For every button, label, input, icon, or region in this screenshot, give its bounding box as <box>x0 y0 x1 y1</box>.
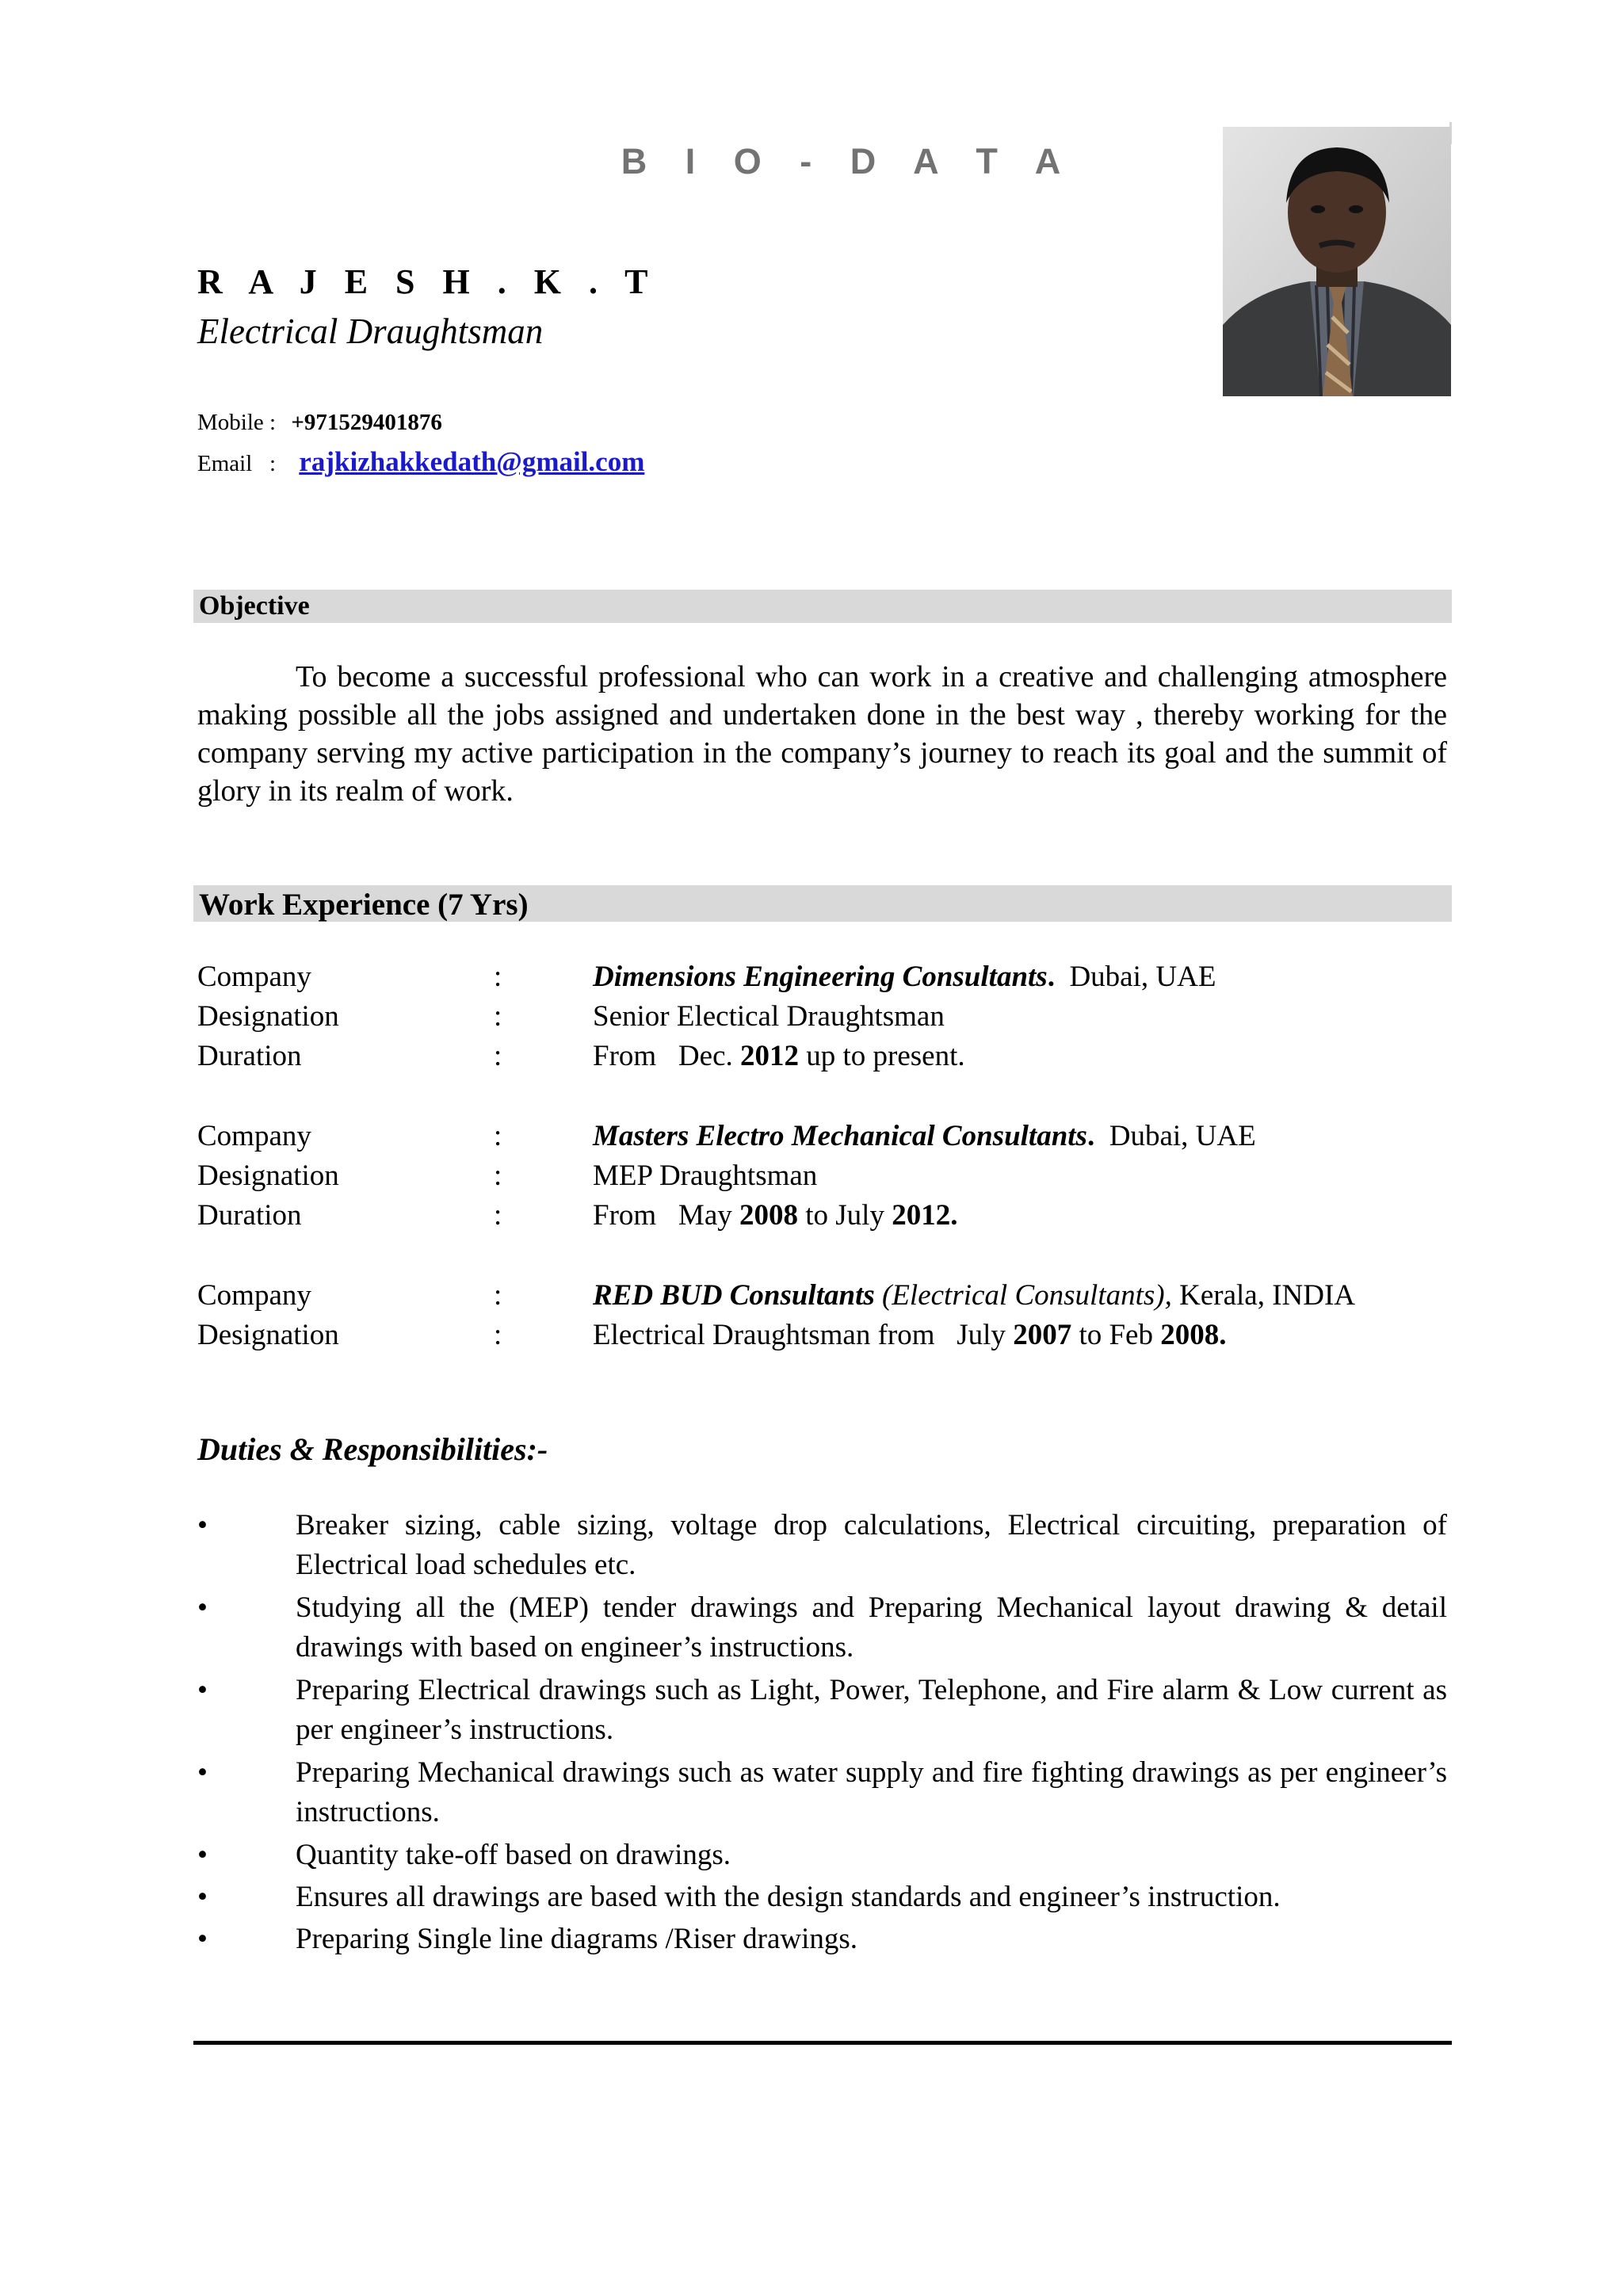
colon: : <box>494 1159 502 1192</box>
mobile-value: +971529401876 <box>291 410 442 435</box>
job-1-duration: From Dec. 2012 up to present. <box>593 1040 965 1072</box>
duty-text: Preparing Mechanical drawings such as water supply and fire fighting drawings as per engineer’s instructions. <box>296 1756 1447 1828</box>
candidate-name: R A J E S H . K . T <box>197 262 658 301</box>
bullet: • <box>197 1839 208 1871</box>
objective-body: To become a successful professional who can work in a creative and challenging atmosphere making possible all the jobs assigned and undertaken done in the best way , thereby working for the company serving my active participation in the company’s journey to reach its goal and the summit of glory in its realm of work. <box>197 660 1447 808</box>
colon: : <box>494 1040 502 1072</box>
profile-photo <box>1223 127 1451 396</box>
designation-label: Designation <box>197 1319 339 1351</box>
duty-text: Breaker sizing, cable sizing, voltage drop calculations, Electrical circuiting, preparation of Electrical load schedules etc. <box>296 1509 1447 1581</box>
email-label: Email : <box>197 451 277 476</box>
bullet: • <box>197 1923 208 1955</box>
duration-label: Duration <box>197 1199 302 1232</box>
experience-heading: Work Experience (7 Yrs) <box>199 888 529 922</box>
bullet: • <box>197 1591 208 1624</box>
duty-item <box>197 1920 1447 1961</box>
colon: : <box>494 1120 502 1152</box>
duty-text: Ensures all drawings are based with the design standards and engineer’s instruction. <box>296 1881 1281 1913</box>
email-row <box>197 446 644 478</box>
duty-text: Preparing Single line diagrams /Riser drawings. <box>296 1923 858 1955</box>
page-heading: B I O - D A T A <box>621 141 1075 181</box>
colon: : <box>494 961 502 993</box>
objective-heading: Objective <box>199 591 310 621</box>
duty-item <box>197 1836 1447 1877</box>
duty-item <box>197 1753 1447 1836</box>
job-2-designation: MEP Draughtsman <box>593 1159 818 1192</box>
duration-label: Duration <box>197 1040 302 1072</box>
duty-text: Quantity take-off based on drawings. <box>296 1839 731 1871</box>
job-3-designation: Electrical Draughtsman from July 2007 to Feb 2008. <box>593 1319 1227 1351</box>
bottom-divider <box>193 2041 1452 2045</box>
company-label: Company <box>197 1120 311 1152</box>
duty-item <box>197 1878 1447 1919</box>
job-2-duration: From May 2008 to July 2012. <box>593 1199 958 1232</box>
job-3-company: RED BUD Consultants (Electrical Consultants), Kerala, INDIA <box>593 1279 1356 1312</box>
mobile-row <box>197 410 442 436</box>
candidate-title: Electrical Draughtsman <box>197 311 544 351</box>
duty-item <box>197 1506 1447 1588</box>
job-2-company: Masters Electro Mechanical Consultants. Dubai, UAE <box>593 1120 1256 1152</box>
duties-heading: Duties & Responsibilities:- <box>197 1431 548 1467</box>
email-link[interactable]: rajkizhakkedath@gmail.com <box>299 446 645 477</box>
colon: : <box>494 1199 502 1232</box>
colon: : <box>494 1000 502 1033</box>
designation-label: Designation <box>197 1159 339 1192</box>
designation-label: Designation <box>197 1000 339 1033</box>
company-label: Company <box>197 961 311 993</box>
bullet: • <box>197 1674 208 1706</box>
duty-item <box>197 1588 1447 1671</box>
profile-photo-illustration <box>1223 127 1451 396</box>
bullet: • <box>197 1881 208 1913</box>
objective-text <box>197 658 1447 810</box>
company-label: Company <box>197 1279 311 1312</box>
colon: : <box>494 1319 502 1351</box>
colon: : <box>494 1279 502 1312</box>
duty-text: Studying all the (MEP) tender drawings and Preparing Mechanical layout drawing & detail drawings with based on engineer’s instructions. <box>296 1591 1447 1664</box>
job-1-designation: Senior Electical Draughtsman <box>593 1000 945 1033</box>
bullet: • <box>197 1509 208 1541</box>
duty-text: Preparing Electrical drawings such as Light, Power, Telephone, and Fire alarm & Low current as per engineer’s instructions. <box>296 1674 1447 1746</box>
bullet: • <box>197 1756 208 1789</box>
mobile-label: Mobile : <box>197 410 277 435</box>
duty-item <box>197 1671 1447 1753</box>
objective-section-bar <box>193 590 1452 623</box>
job-1-company: Dimensions Engineering Consultants. Dubai, UAE <box>593 961 1216 993</box>
